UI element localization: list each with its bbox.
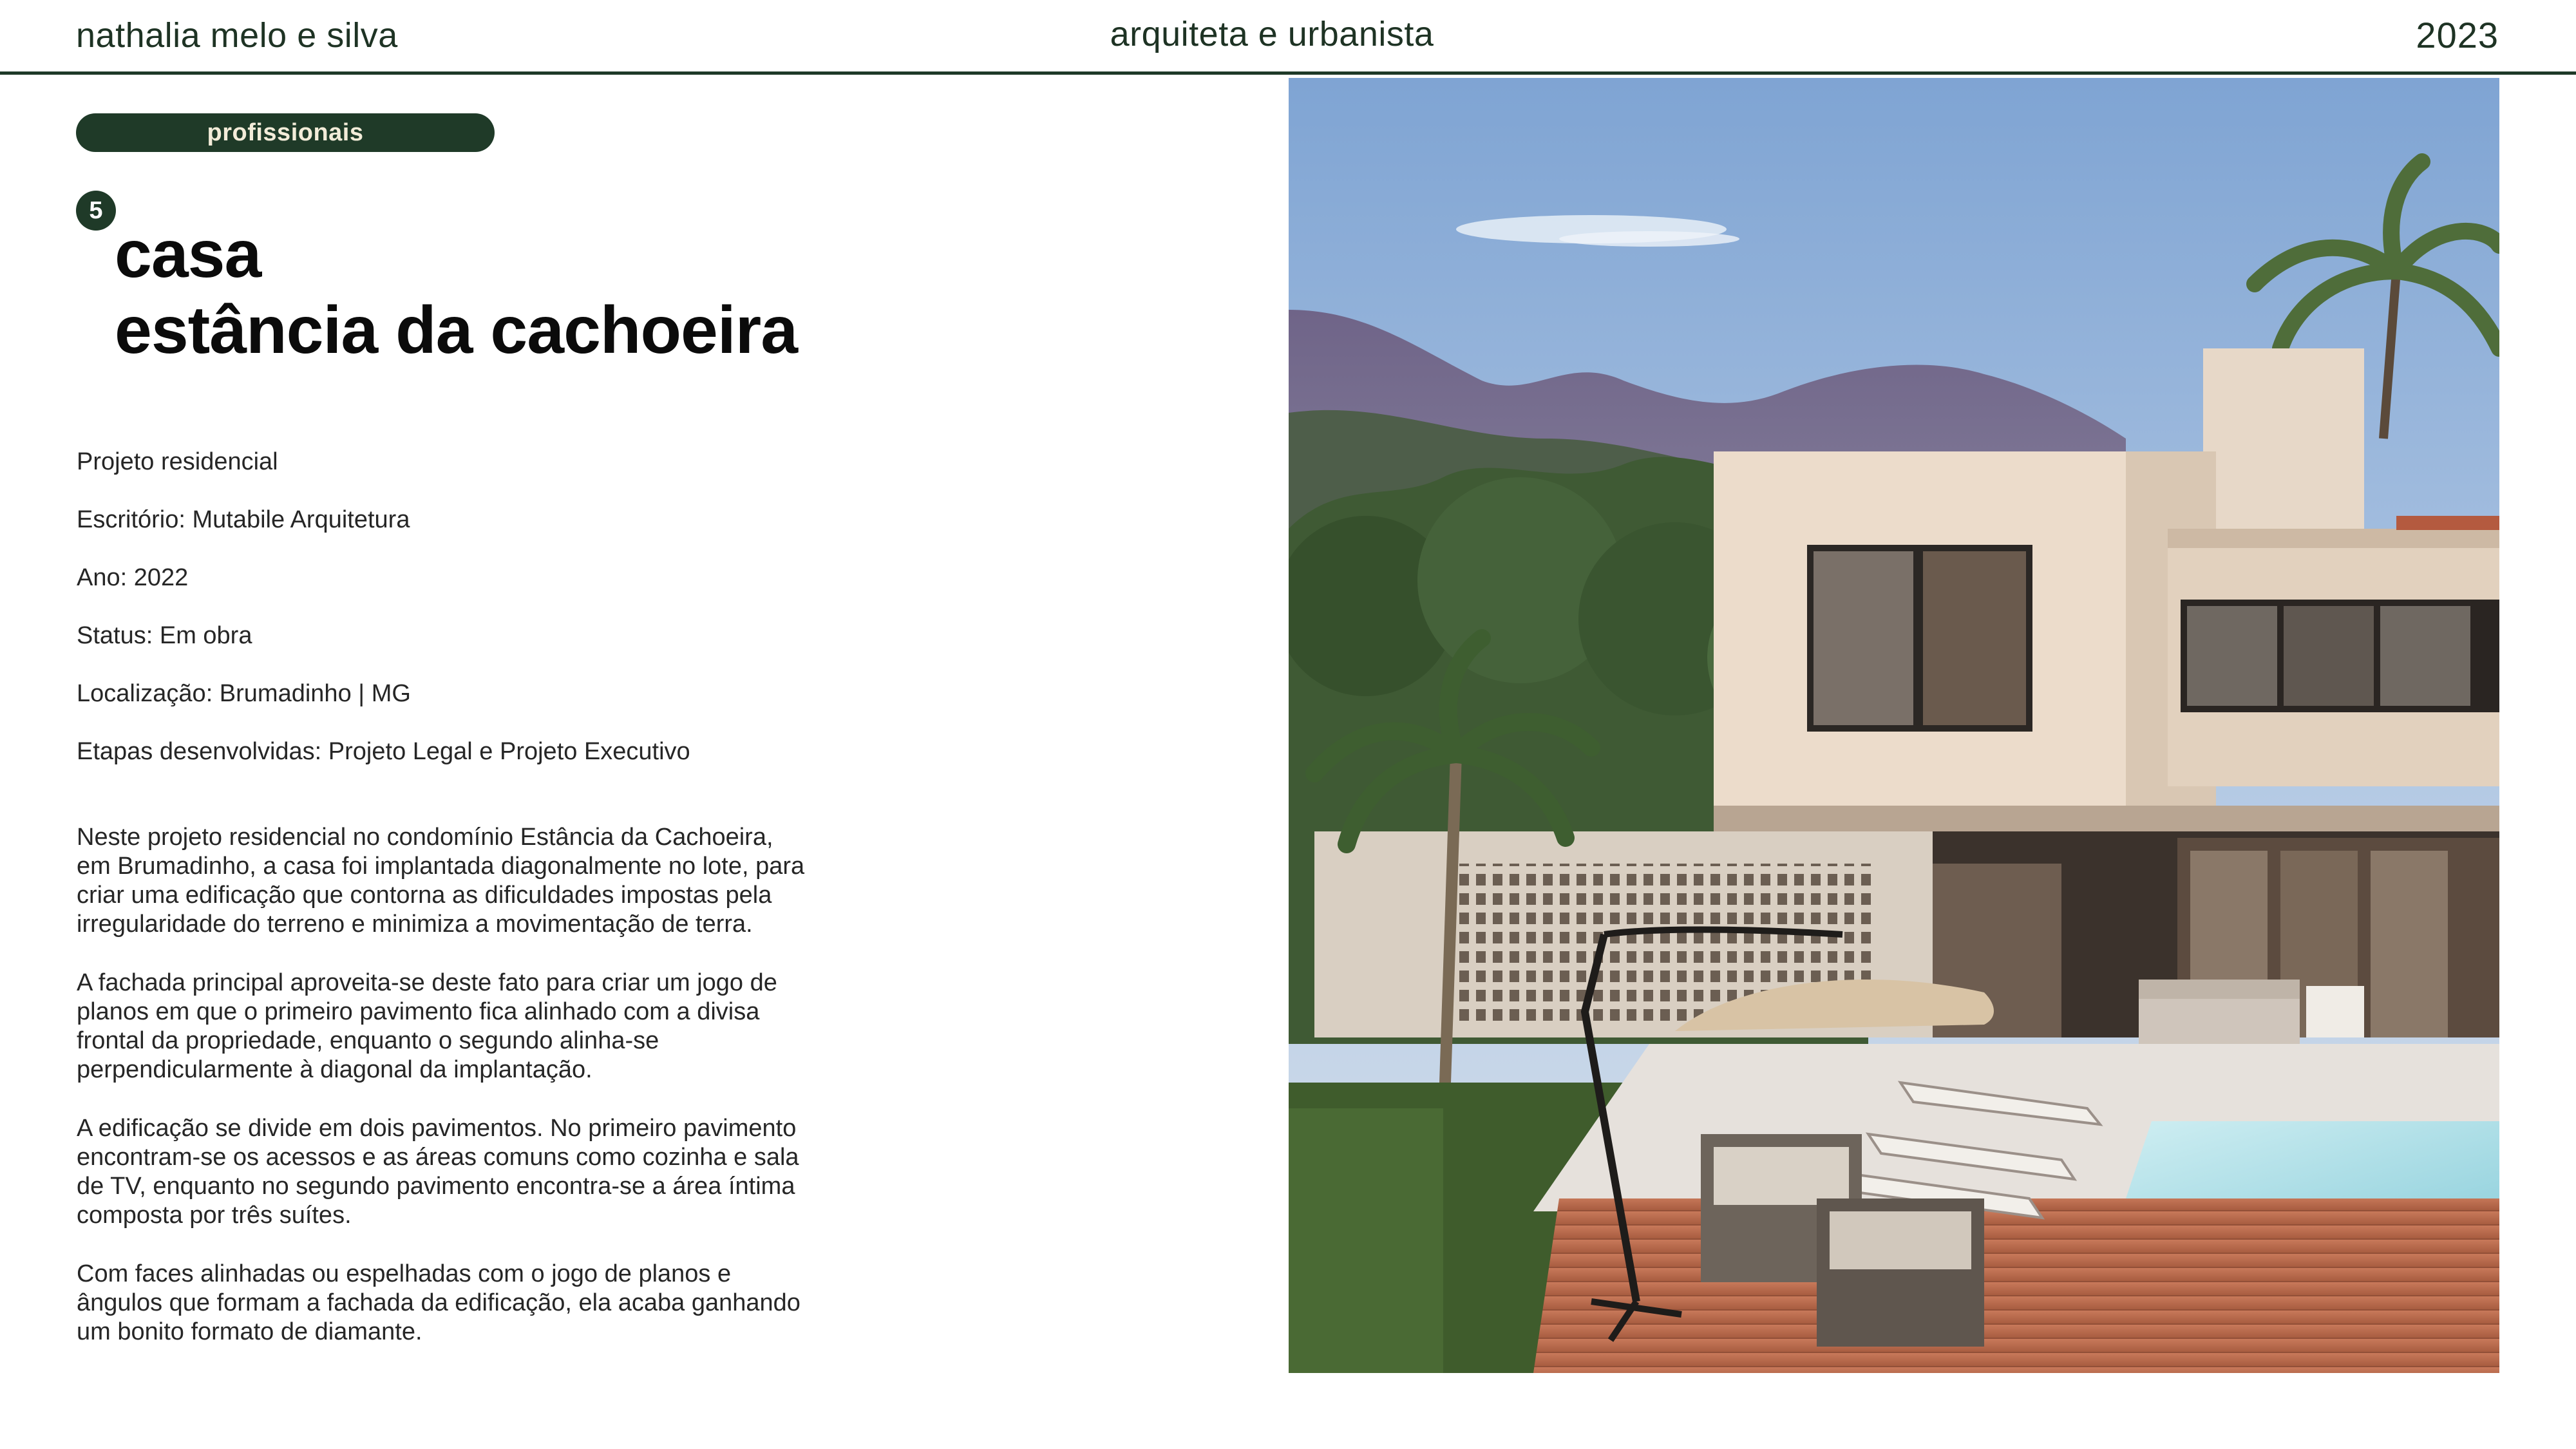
fact-location: Localização: Brumadinho | MG — [77, 680, 411, 707]
profession-label: arquiteta e urbanista — [1110, 15, 1434, 53]
description-paragraph: A fachada principal aproveita-se deste fato para criar um jogo de planos em que o primeiro pavimento fica alinhado com a divisa frontal da propriedade, enquanto o segundo alinha-se perpendicularmente à diagonal da implantação. — [77, 969, 777, 1083]
description-paragraph: Neste projeto residencial no condomínio Estância da Cachoeira, em Brumadinho, a casa foi implantada diagonalmente no lote, para criar uma edificação que contorna as dificuldades impostas pela irregularidade do terreno e minimiza a movimentação de terra. — [77, 824, 805, 938]
section-tag: profissionais — [76, 113, 495, 152]
fact-year: Ano: 2022 — [77, 564, 189, 591]
fact-status: Status: Em obra — [77, 622, 252, 649]
fact-stages: Etapas desenvolvidas: Projeto Legal e Projeto Executivo — [77, 738, 690, 765]
description-paragraph: Com faces alinhadas ou espelhadas com o jogo de planos e ângulos que formam a fachada da edificação, ela acaba ganhando um bonito formato de diamante. — [77, 1260, 800, 1345]
fact-type: Projeto residencial — [77, 448, 278, 475]
project-title — [115, 216, 797, 368]
fact-office: Escritório: Mutabile Arquitetura — [77, 506, 410, 533]
description-paragraph: A edificação se divide em dois pavimentos. No primeiro pavimento encontram-se os acessos e as áreas comuns como cozinha e sala de TV, enquanto no segundo pavimento encontra-se a área íntima composta por três suítes. — [77, 1115, 799, 1229]
year-label: 2023 — [2416, 15, 2499, 55]
project-number-badge: 5 — [76, 191, 116, 231]
project-facts-list — [77, 447, 690, 795]
project-title-line-2: estância da cachoeira — [115, 293, 798, 368]
project-render-image — [1289, 78, 2499, 1373]
page-header — [0, 0, 2576, 75]
project-title-line-1: casa — [115, 217, 261, 292]
project-description — [77, 823, 811, 1376]
author-name: nathalia melo e silva — [76, 16, 398, 55]
